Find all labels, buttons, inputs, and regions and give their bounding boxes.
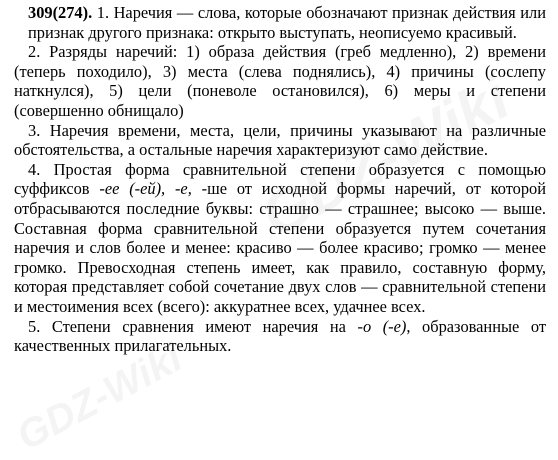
- paragraph-3-text: 3. Наречия времени, места, цели, причины указывают на различные обстоятельства, а остальные наречия характеризуют само действие.: [14, 120, 546, 160]
- exercise-number: 309(274).: [28, 3, 93, 22]
- paragraph-3: [14, 121, 546, 160]
- paragraph-4-suffixes: -ее (-ей), -е,: [99, 179, 192, 199]
- paragraph-4: [14, 160, 546, 317]
- paragraph-2-text: 2. Разряды наречий: 1) образа действия (греб медленно), 2) времени (теперь походило), 3) места (слева поднялись), 4) причины (сослепу наткнулся), 5) цели (поневоле остановился), 6) меры и степени (совершенно обнищало): [14, 42, 546, 120]
- paragraph-4-text-a: 4. Простая форма сравнительной степени образуется с помощью суффиксов: [14, 159, 546, 199]
- paragraph-5: [14, 317, 546, 356]
- exercise-text: [14, 3, 546, 356]
- paragraph-5-text-a: 5. Степени сравнения имеют наречия на: [28, 316, 358, 336]
- paragraph-1-text: 1. Наречия — слова, которые обозначают признак действия или признак другого признака: открыто выступать, неописуемо красивый.: [28, 3, 546, 42]
- paragraph-2: [14, 42, 546, 120]
- paragraph-5-text-b: , образованные от качественных прилагательных.: [14, 316, 546, 356]
- paragraph-5-suffixes: -о (-е): [357, 316, 407, 336]
- paragraph-4-text-b: -ше от исходной формы наречий, от которой отбрасываются последние буквы: страшно — страшнее; высоко — выше. Составная форма сравнительной степени образуется путем сочетания наречия и слов более и менее: красиво — более красиво; громко — менее громко. Превосходная степень имеет, как правило, составную форму, которая представляет собой сочетание двух слов — сравнительной степени и местоимения всех (всего): аккуратнее всех, удачнее всех.: [14, 179, 547, 316]
- paragraph-1: [14, 3, 546, 42]
